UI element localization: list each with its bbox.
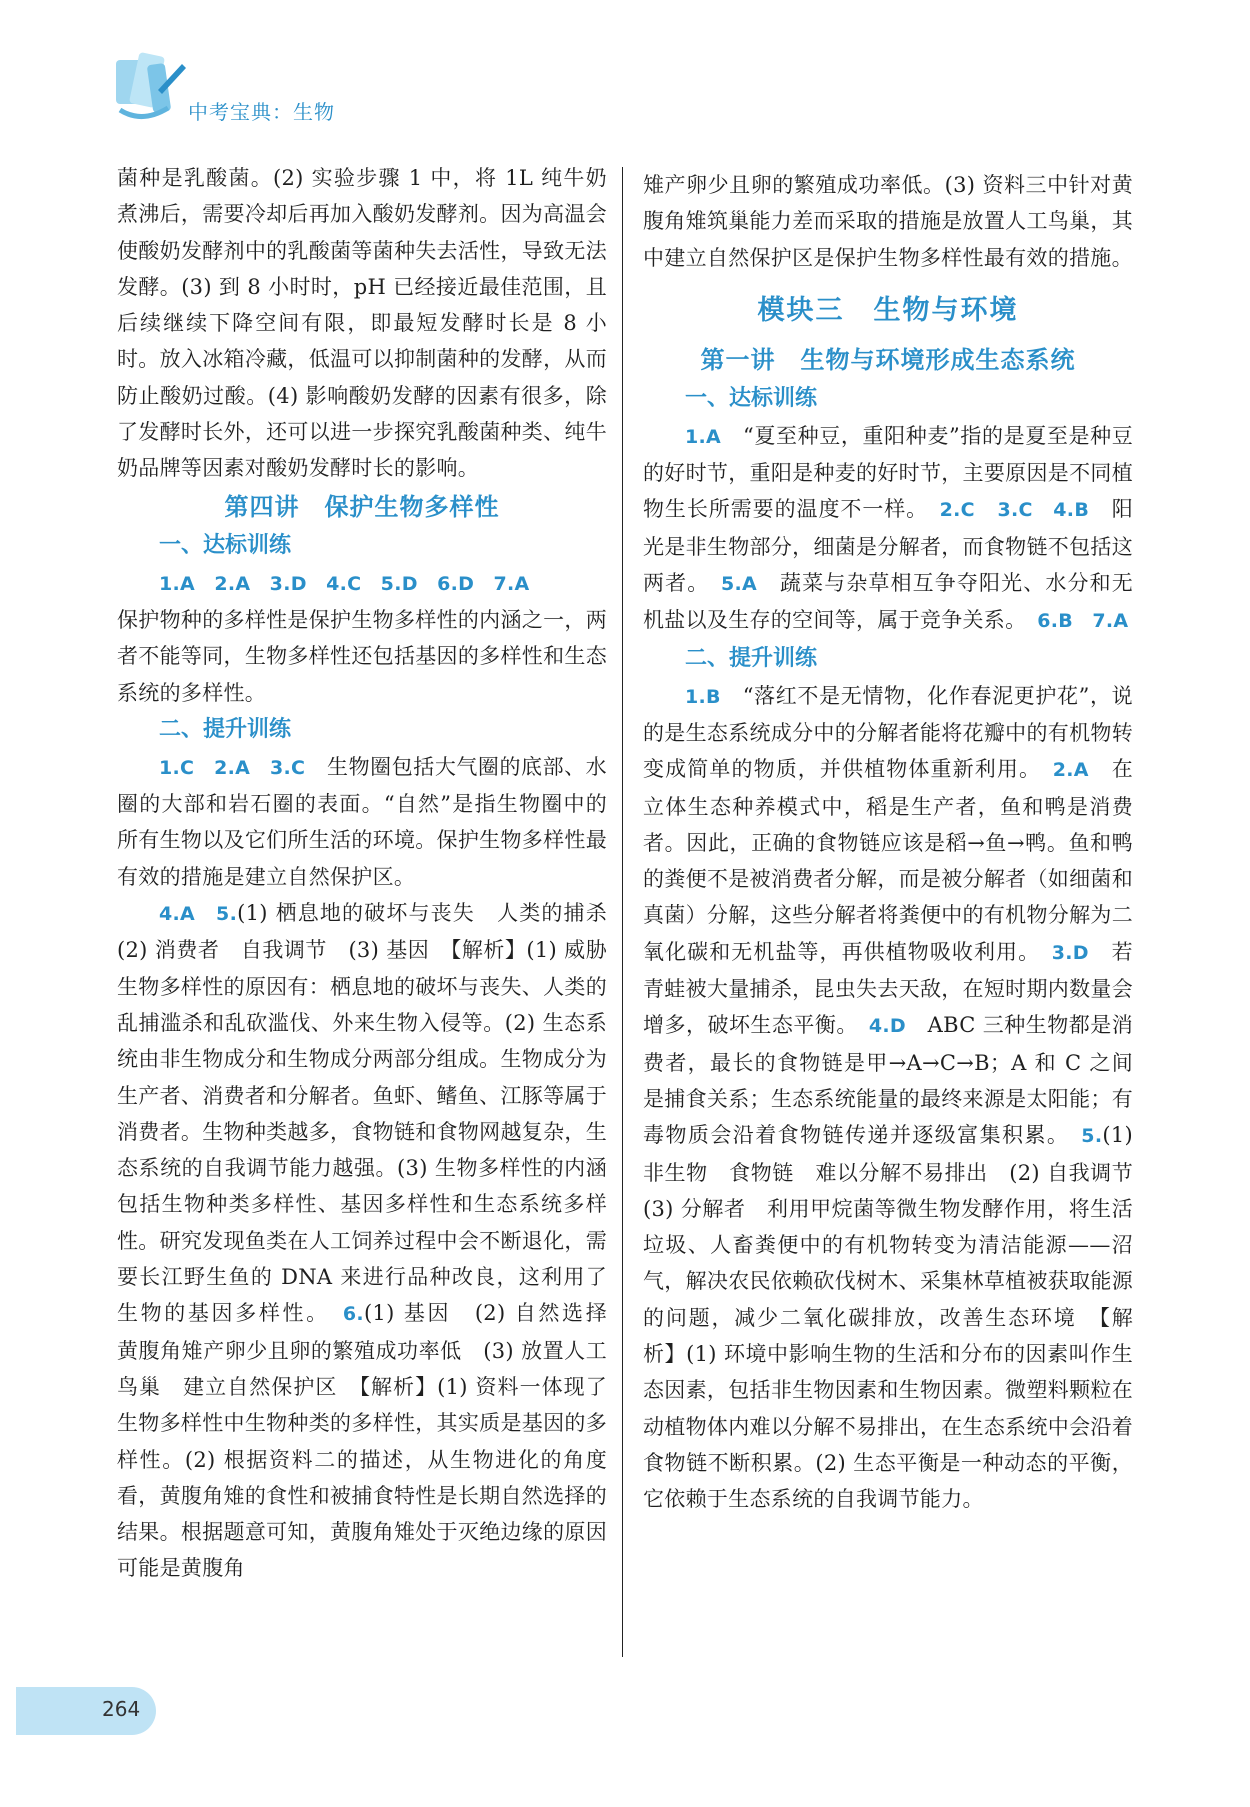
left-sec2-text1: 生物圈包括大气圈的底部、水圈的大部和岩石圈的表面。“自然”是指生物圈中的所有生物以及它们所生活的环境。保护生物多样性最有效的措施是建立自然保护区。 (117, 754, 607, 889)
r2-num: 2.A (1052, 759, 1089, 782)
r1-text: “落红不是无情物，化作春泥更护花”，说的是生态系统成分中的分解者能将花瓣中的有机物转变成简单的物质，并供植物体重新利用。 (643, 683, 1133, 782)
left-sec2-nums3: 6. (342, 1303, 364, 1326)
r5-text: (1) 非生物 食物链 难以分解不易排出 (2) 自我调节 (3) 分解者 利用甲烷菌等微生物发酵作用，将生活垃圾、人畜粪便中的有机物转变为清洁能源——沼气，解决农民依赖砍伐树木、采集林草植被获取能源的问题，减少二氧化碳排放，改善生态环境 【解析】(1) 环境中影响生物的生活和分布的因素叫作生态因素，包括非生物因素和生物因素。微塑料颗粒在动植物体内难以分解不易排出，在生态系统中会沿着食物链不断积累。(2) 生态平衡是一种动态的平衡，它依赖于生态系统的自我调节能力。 (643, 1123, 1155, 1512)
page-number: 264 (102, 1697, 141, 1721)
page-number-tab (16, 1687, 156, 1735)
page-header (112, 50, 512, 130)
q1-num: 1.A (685, 425, 722, 448)
book-logo-icon (112, 50, 192, 128)
left-sec2-block-2 (117, 895, 629, 1587)
left-sec1-answers (117, 565, 607, 602)
q1-text: “夏至种豆，重阳种麦”指的是夏至是种豆的好时节，重阳是种麦的好时节，主要原因是不同植物生长所需要的温度不一样。 (643, 423, 1133, 522)
left-sec2-text3: (1) 基因 (2) 自然选择 黄腹角雉产卵少且卵的繁殖成功率低 (3) 放置人工鸟巢 建立自然保护区 【解析】(1) 资料一体现了生物多样性中生物种类的多样性，其实质是基因的多样性。(2) 根据资料二的描述，从生物进化的角度看，黄腹角雉的食性和被捕食特性是长期自然选择的结果。根据题意可知，黄腹角雉处于灭绝边缘的原因可能是黄腹角 (117, 1301, 629, 1581)
r4-text: ABC 三种生物都是消费者，最长的食物链是甲→A→C→B；A 和 C 之间是捕食关系；生态系统能量的最终来源是太阳能；有毒物质会沿着食物链传递并逐级富集积累。 (643, 1013, 1133, 1148)
r3-text: 若青蛙被大量捕杀，昆虫失去天敌，在短时期内数量会增多，破坏生态平衡。 (643, 939, 1133, 1038)
left-sec2-nums2: 4.A 5. (159, 903, 238, 926)
left-paragraph-1: 菌种是乳酸菌。(2) 实验步骤 1 中，将 1L 纯牛奶煮沸后，需要冷却后再加入酸奶发酵剂。因为高温会使酸奶发酵剂中的乳酸菌等菌种失去活性，导致无法发酵。(3) 到 8 小时时，pH 已经接近最佳范围，且后续继续下降空间有限，即最短发酵时长是 8 小时。放入冰箱冷藏，低温可以抑制菌种的发酵，从而防止酸奶过酸。(4) 影响酸奶发酵的因素有很多，除了发酵时长外，还可以进一步探究乳酸菌种类、纯牛奶品牌等因素对酸奶发酵时长的影响。 (117, 166, 607, 481)
q5-num: 5.A (720, 573, 758, 596)
left-column (117, 160, 629, 1587)
right-paragraph-1: 雉产卵少且卵的繁殖成功率低。(3) 资料三中针对黄腹角雉筑巢能力差而采取的措施是放置人工鸟巢，其中建立自然保护区是保护生物多样性最有效的措施。 (643, 173, 1133, 270)
left-sec2-title: 二、提升训练 (159, 716, 292, 742)
right-sec1-title: 一、达标训练 (685, 385, 818, 411)
left-sec1-nums: 1.A 2.A 3.D 4.C 5.D 6.D 7.A (159, 572, 530, 595)
left-sec2-text2: (1) 栖息地的破坏与丧失 人类的捕杀 (2) 消费者 自我调节 (3) 基因 【解析】(1) 威胁生物多样性的原因有：栖息地的破坏与丧失、人类的乱捕滥杀和乱砍滥伐、外来生物入侵等。(2) 生态系统由非生物成分和生物成分两部分组成。生物成分为生产者、消费者和分解者。鱼虾、鳍鱼、江豚等属于消费者。生物种类越多，食物链和食物网越复杂，生态系统的自我调节能力越强。(3) 生物多样性的内涵包括生物种类多样性、基因多样性和生态系统多样性。研究发现鱼类在人工饲养过程中会不断退化，需要长江野生鱼的 DNA 来进行品种改良，这利用了生物的基因多样性。 (117, 901, 629, 1326)
right-column (643, 167, 1155, 1518)
right-sec2-title: 二、提升训练 (685, 645, 818, 671)
lecture-4-title: 第四讲 保护生物多样性 (224, 491, 500, 521)
left-sec2-nums: 1.C 2.A 3.C (159, 756, 306, 779)
r5-num: 5. (1081, 1125, 1103, 1148)
lecture-1-title: 第一讲 生物与环境形成生态系统 (700, 344, 1076, 374)
right-sec1-block (643, 418, 1133, 640)
module-3-title: 模块三 生物与环境 (757, 294, 1019, 326)
q5-text: 蔬菜与杂草相互争夺阳光、水分和无机盐以及生存的空间等，属于竞争关系。 (643, 571, 1133, 633)
q4-text: 阳光是非生物部分，细菌是分解者，而食物链不包括这两者。 (643, 497, 1133, 596)
book-title: 中考宝典：生物 (188, 100, 335, 124)
r2-text: 在立体生态种养模式中，稻是生产者，鱼和鸭是消费者。因此，正确的食物链应该是稻→鱼→鸭。鱼和鸭的粪便不是被消费者分解，而是被分解者（如细菌和真菌）分解，这些分解者将粪便中的有机物分解为二氧化碳和无机盐等，再供植物吸收利用。 (643, 757, 1133, 964)
right-sec2-block (643, 678, 1155, 1518)
r3-num: 3.D (1051, 941, 1089, 964)
r1-num: 1.B (685, 685, 721, 708)
left-sec1-text: 保护物种的多样性是保护生物多样性的内涵之一，两者不能等同，生物多样性还包括基因的多样性和生态系统的多样性。 (117, 607, 607, 705)
left-sec2-block (117, 749, 607, 895)
q67-num: 6.B 7.A (1037, 610, 1129, 633)
left-sec1-title: 一、达标训练 (159, 532, 292, 558)
column-divider (622, 167, 623, 1657)
q3-num: 3.C 4.B (997, 499, 1090, 522)
q2-num: 2.C (939, 499, 975, 522)
r4-num: 4.D (868, 1015, 906, 1038)
